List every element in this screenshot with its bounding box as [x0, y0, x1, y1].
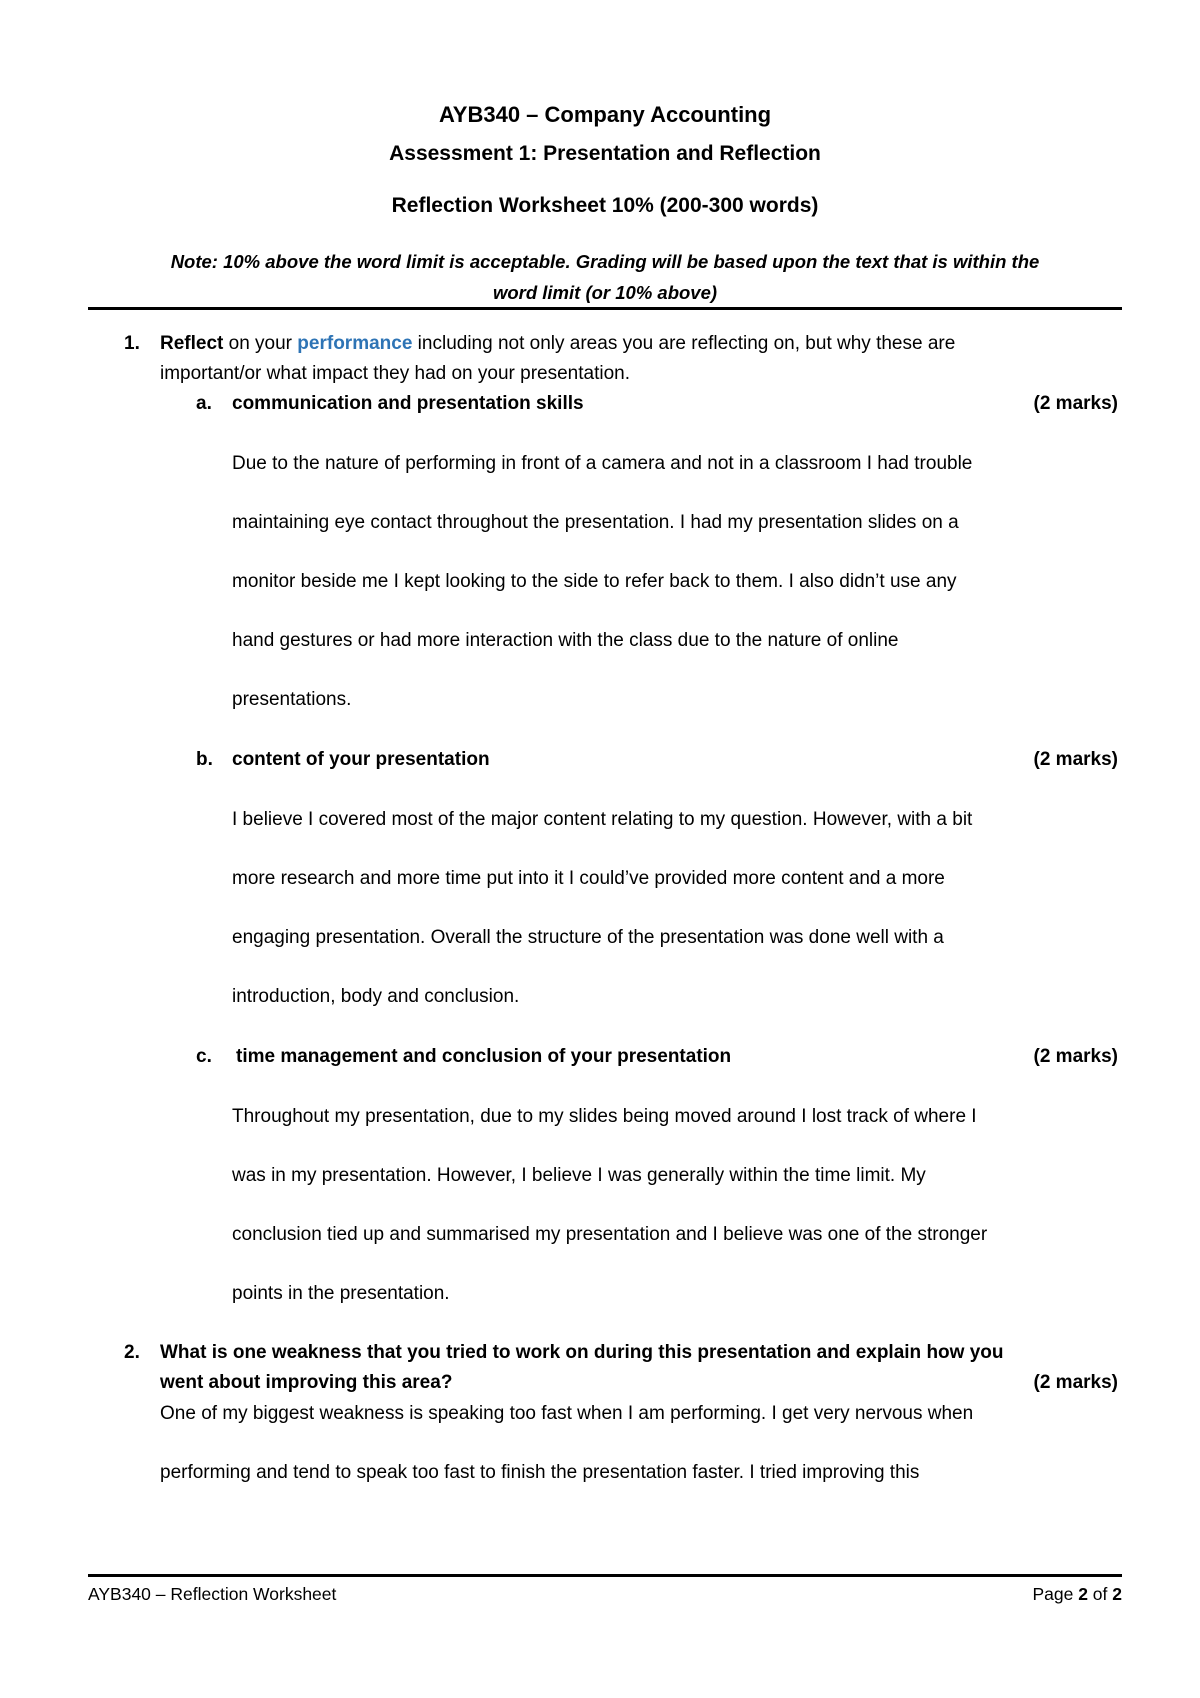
q1-text-b: including not only areas you are reflecting on, but why these are — [412, 333, 956, 354]
q2-prompt-line-2: went about improving this area? — [160, 1372, 453, 1393]
q1c-answer-line: Throughout my presentation, due to my slides being moved around I lost track of where I — [232, 1106, 977, 1127]
q1a-marks: (2 marks) — [1033, 393, 1118, 414]
q2-marks: (2 marks) — [1033, 1372, 1118, 1393]
q1b-answer-line: engaging presentation. Overall the structure of the presentation was done well with a — [232, 927, 944, 948]
page-number — [1032, 1584, 1122, 1605]
q1-number: 1. — [124, 333, 140, 354]
note-line-2: word limit (or 10% above) — [492, 282, 718, 303]
footer-divider — [88, 1574, 1122, 1577]
q2-answer-line: performing and tend to speak too fast to finish the presentation faster. I tried improving this — [160, 1462, 920, 1483]
q1c-answer-line: points in the presentation. — [232, 1283, 450, 1304]
q2-prompt-line-1: What is one weakness that you tried to work on during this presentation and explain how you — [160, 1342, 1004, 1363]
q1b-marks: (2 marks) — [1033, 749, 1118, 770]
q1-prompt-line-1 — [160, 333, 955, 355]
q2-number: 2. — [124, 1342, 140, 1363]
note-line-1: Note: 10% above the word limit is acceptable. Grading will be based upon the text that is within the — [170, 251, 1040, 272]
q1b-answer-line: I believe I covered most of the major content relating to my question. However, with a bit — [232, 809, 973, 830]
q1a-answer-line: monitor beside me I kept looking to the side to refer back to them. I also didn’t use any — [232, 571, 957, 592]
q1c-answer-line: conclusion tied up and summarised my presentation and I believe was one of the stronger — [232, 1224, 988, 1245]
footer-left-text: AYB340 – Reflection Worksheet — [88, 1584, 337, 1604]
q2-answer-line: One of my biggest weakness is speaking too fast when I am performing. I get very nervous when — [160, 1403, 974, 1424]
page-current: 2 — [1078, 1584, 1088, 1604]
q1a-answer-line: Due to the nature of performing in front of a camera and not in a classroom I had trouble — [232, 453, 973, 474]
q1c-label: c. — [196, 1046, 212, 1067]
q1-highlight-word: performance — [297, 333, 413, 354]
page-total: 2 — [1112, 1584, 1122, 1604]
q1a-title: communication and presentation skills — [232, 393, 584, 414]
q1a-answer-line: maintaining eye contact throughout the presentation. I had my presentation slides on a — [232, 512, 959, 533]
header-divider — [88, 307, 1122, 310]
document-subtitle: Assessment 1: Presentation and Reflection — [389, 142, 821, 165]
q1c-marks: (2 marks) — [1033, 1046, 1118, 1067]
word-limit-note — [88, 246, 1122, 308]
q1c-answer-line: was in my presentation. However, I believe I was generally within the time limit. My — [232, 1165, 926, 1186]
q1c-title: time management and conclusion of your presentation — [236, 1046, 732, 1067]
q1b-title: content of your presentation — [232, 749, 490, 770]
q1a-answer-line: presentations. — [232, 689, 352, 710]
q1b-answer-line: more research and more time put into it I could’ve provided more content and a more — [232, 868, 945, 889]
q1-bold-word: Reflect — [160, 333, 224, 354]
q1b-answer-line: introduction, body and conclusion. — [232, 986, 520, 1007]
q1b-label: b. — [196, 749, 213, 770]
q1-text-a: on your — [223, 333, 298, 354]
document-title: AYB340 – Company Accounting — [438, 102, 772, 127]
page-of: of — [1087, 1584, 1113, 1604]
worksheet-heading: Reflection Worksheet 10% (200-300 words) — [391, 194, 819, 217]
q1a-label: a. — [196, 393, 212, 414]
page-word: Page — [1032, 1584, 1079, 1604]
q1a-answer-line: hand gestures or had more interaction with the class due to the nature of online — [232, 630, 899, 651]
q1-prompt-line-2: important/or what impact they had on your presentation. — [160, 363, 630, 384]
